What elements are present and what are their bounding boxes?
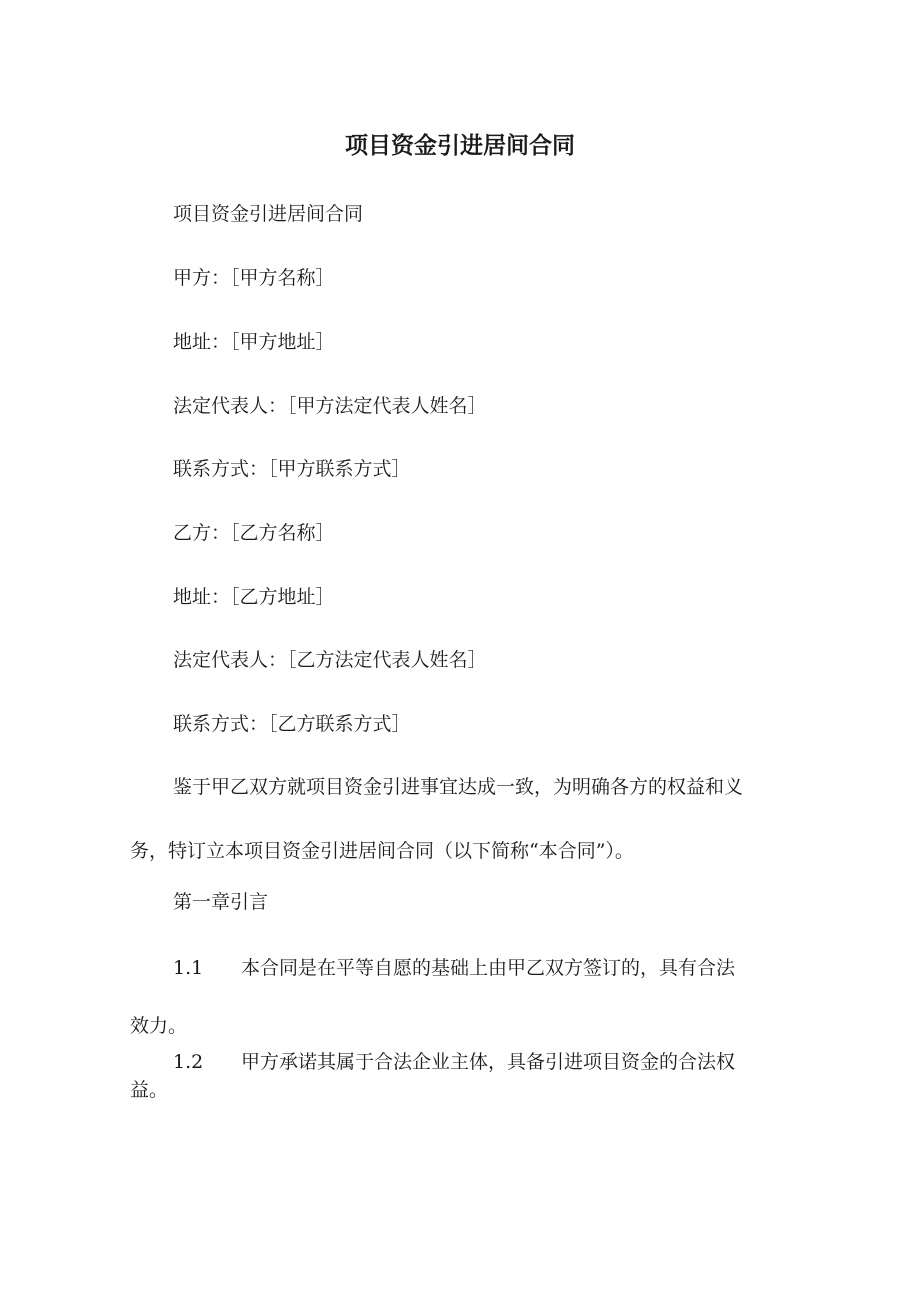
party-a-name: 甲方：［甲方名称］: [173, 267, 335, 289]
party-b-contact: 联系方式：［乙方联系方式］: [173, 713, 411, 735]
preamble-line-2: 务，特订立本项目资金引进居间合同（以下简称“本合同”）。: [130, 840, 634, 862]
clause-1-1-line-1: 本合同是在平等自愿的基础上由甲乙双方签订的，具有合法: [241, 957, 736, 979]
party-b-representative: 法定代表人：［乙方法定代表人姓名］: [173, 649, 487, 671]
preamble-paragraph: [130, 773, 780, 865]
document-subtitle: 项目资金引进居间合同: [173, 203, 364, 225]
party-a-contact: 联系方式：［甲方联系方式］: [173, 458, 411, 480]
document-title: 项目资金引进居间合同: [345, 133, 575, 159]
party-b-name: 乙方：［乙方名称］: [173, 522, 335, 544]
clause-1-2-line-2: 益。: [130, 1079, 169, 1101]
party-b-address: 地址：［乙方地址］: [173, 586, 335, 608]
clause-1-1: [130, 954, 780, 1040]
clause-1-1-number: 1.1: [173, 957, 204, 979]
clause-1-2: [130, 1048, 780, 1104]
party-a-address: 地址：［甲方地址］: [173, 331, 335, 353]
preamble-line-1: 鉴于甲乙双方就项目资金引进事宜达成一致，为明确各方的权益和义: [173, 776, 744, 798]
party-a-representative: 法定代表人：［甲方法定代表人姓名］: [173, 395, 487, 417]
clause-1-1-line-2: 效力。: [130, 1015, 188, 1037]
clause-1-2-number: 1.2: [173, 1051, 204, 1073]
chapter-1-heading: 第一章引言: [173, 891, 269, 913]
clause-1-2-line-1: 甲方承诺其属于合法企业主体，具备引进项目资金的合法权: [241, 1051, 736, 1073]
